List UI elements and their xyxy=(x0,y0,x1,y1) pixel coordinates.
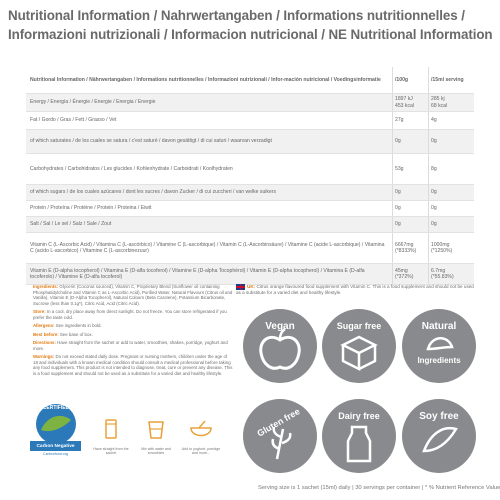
ingredients-badge-label: Ingredients xyxy=(417,356,461,365)
table-row xyxy=(26,94,474,112)
dairy-free-badge-icon xyxy=(318,395,400,477)
uk-statement xyxy=(236,284,476,296)
row-label: Carbohydrates / Carbohidratos / Les glucides / Kohlenhydrate / Carboidrati / Koolhydraten xyxy=(30,165,233,172)
row-label: Fat / Gordo / Gras / Fett / Grasso / Vet xyxy=(30,117,117,124)
row-value: 0g xyxy=(395,221,401,228)
nutrition-table xyxy=(26,67,474,285)
row-value: 0g xyxy=(395,205,401,212)
carbon-negative-label: Carbon Negative xyxy=(30,441,81,451)
row-label: Vitamin C (L-Ascorbic Acid) / Vitamina C (L-ascórbico) / Vitamine C (L-ascorbique) / Vitamin C (L-Ascorbinsäure) / Vitamine C (acide L-ascorbique) / Vitamina C (acido L-ascorbico) / Vitamine C (L-ascorbinezuur) xyxy=(30,241,385,254)
warnings-text: Do not exceed stated daily dose. Pregnant or nursing mothers, children under the age of 18 and individuals with a known medical condition should consult a medical professional before taking any food supplement. This product is not intended to diagnose, treat, cure or prevent any disease. This is a food supplement and should not be used as a substitute for a varied diet and healthy lifestyle. xyxy=(33,354,233,376)
carbon-negative-badge-icon xyxy=(31,400,81,460)
usage-icon-bowl xyxy=(181,418,221,456)
warnings-label: Warnings: xyxy=(33,354,55,359)
usage-label: Mix with water and smoothies xyxy=(141,447,171,456)
row-value: 1000mg xyxy=(431,241,450,248)
table-row xyxy=(26,233,474,264)
table-row xyxy=(26,130,474,154)
allergens-text: See ingredients in bold. xyxy=(55,323,102,328)
row-value: 0g xyxy=(431,205,437,212)
store-text: In a cool, dry place away from direct sunlight. Do not freeze. You can store refrigerated if you prefer the taste cold. xyxy=(33,309,227,320)
row-value: 0g xyxy=(431,138,437,145)
vegan-badge-label: Vegan xyxy=(265,321,295,332)
header-col-serving: /15ml serving xyxy=(428,67,474,93)
table-header-row xyxy=(26,67,474,94)
page-title: Nutritional Information / Nahrwertangaben / Informations nutritionnelles / Informazioni nutrizionali / Informacion nutricional / NE Nutritional Information xyxy=(8,8,493,42)
row-value: 45mg xyxy=(395,267,408,274)
allergens-label: Allergens: xyxy=(33,323,55,328)
natural-ingredients-badge-icon xyxy=(398,305,480,387)
uk-flag-icon xyxy=(236,284,245,290)
ingredients-text: Glycerin (Coconut sourced), Vitamin C, Proprietary Blend (Sunflower oil containing Phosphatidylcholine and Vitamin C as L-Ascorbic Acid), Purified Water, Natural Flavours (Citrus oil and Vanilla), Vitamin E (D-Alpha Tocopherol), Natural Colours (Beta Carotene), Potassium Bicarbonate, Sucrose (less than 0.1g*), Citric Acid, Acid (Citric Acid). xyxy=(33,284,233,306)
dairy-free-badge-label: Dairy free xyxy=(338,411,380,421)
usage-icon-sachet xyxy=(91,418,131,456)
row-value-secondary: (*8333%) xyxy=(395,248,417,254)
table-row xyxy=(26,154,474,185)
row-value: 0g xyxy=(431,189,437,196)
row-value: 285 kj xyxy=(431,96,445,103)
best-before-text: See base of box. xyxy=(59,331,93,337)
row-value: 4g xyxy=(431,117,437,124)
row-value-secondary: 68 kcal xyxy=(431,102,448,109)
table-row xyxy=(26,217,474,233)
natural-badge-label: Natural xyxy=(421,321,457,332)
ingredients-label: Ingredients: xyxy=(33,284,59,289)
row-value: 53g xyxy=(395,165,404,172)
header-label: Nutritional Information / Nährwertangaben / Informations nutritionnelles / Informazioni nutrizionali / Infor-mación nutricional / Voedingsinformatie xyxy=(30,76,381,83)
row-label: Energy / Energía / Énergie / Energie / Energia / Energie xyxy=(30,99,156,106)
uk-label: UK: xyxy=(247,284,256,290)
table-row xyxy=(26,201,474,217)
usage-label: Add to yoghurt, porridge and more... xyxy=(181,447,221,456)
vegan-badge-icon xyxy=(239,305,321,387)
uk-text: Citrus orange flavoured food supplement with Vitamin C. This is a food supplement and should not be used as a substitute for a varied diet and healthy lifestyle. xyxy=(236,284,474,296)
row-value-secondary: (*372%) xyxy=(395,274,414,280)
row-label: of which saturates / de los cuales se satura / c'est saturé / davon gesättigt / di cui saturi / waarvan verzadigt xyxy=(30,138,272,145)
best-before-label: Best before: xyxy=(33,331,59,337)
table-row xyxy=(26,264,474,285)
row-value: 0g xyxy=(431,221,437,228)
row-value-secondary: (*1250%) xyxy=(431,248,453,254)
directions-text: Have straight from the sachet or add to water, smoothies, shakes, porridge, yoghurt and more. xyxy=(33,340,228,351)
gluten-free-badge-label: Gluten free xyxy=(255,406,302,439)
soy-free-badge-icon xyxy=(398,395,480,477)
row-value: 8g xyxy=(431,165,437,172)
row-value: 0g xyxy=(395,138,401,145)
row-value: 6.7mg xyxy=(431,267,446,274)
gluten-free-badge-icon xyxy=(239,395,321,477)
carbon-url: Carbonfund.org xyxy=(43,452,68,456)
row-label: Protein / Proteína / Protéine / Protein / Proteina / Eiwit xyxy=(30,205,152,212)
serving-info: Serving size is 1 sachet (15ml) daily | 30 servings per container | * % Nutrient Reference Value xyxy=(258,485,500,491)
row-label: Vitamin E (D-alpha tocopherol) / Vitamina E (D-alfa tocoferol) / Vitamine E (D-alpha Tocophérol) / Vitamin E (D-alpha tocopherol) / Vitamina E (D-alfa tocoferolo) / Vitamine E (D-alfa tocoferol) xyxy=(30,267,365,280)
row-label: of which sugars / de los cuales azúcares / dont les sucres / davon Zucker / di cui zuccheri / van welke suikers xyxy=(30,189,277,196)
row-value: 6667mg xyxy=(395,241,414,248)
directions-label: Directions: xyxy=(33,340,56,345)
usage-icon-water xyxy=(136,418,176,456)
row-value: 0g xyxy=(395,189,401,196)
row-value-secondary: (*55.83%) xyxy=(431,274,454,280)
header-col-100g: /100g xyxy=(392,67,428,93)
table-row xyxy=(26,112,474,130)
carbon-certified-label: CERTIFIED xyxy=(42,405,70,411)
product-details xyxy=(33,284,233,379)
store-label: Store: xyxy=(33,309,46,314)
row-label: Salt / Sal / Le sel / Salz / Sale / Zout xyxy=(30,221,112,228)
row-value: 27g xyxy=(395,117,404,124)
sugar-free-badge-icon xyxy=(318,305,400,387)
row-value: 1897 kJ xyxy=(395,96,413,103)
sugar-free-badge-label: Sugar free xyxy=(336,321,382,331)
soy-free-badge-label: Soy free xyxy=(419,411,459,422)
row-value-secondary: 453 kcal xyxy=(395,102,414,109)
table-row xyxy=(26,185,474,201)
usage-label: Have straight from the sachet xyxy=(93,447,129,456)
